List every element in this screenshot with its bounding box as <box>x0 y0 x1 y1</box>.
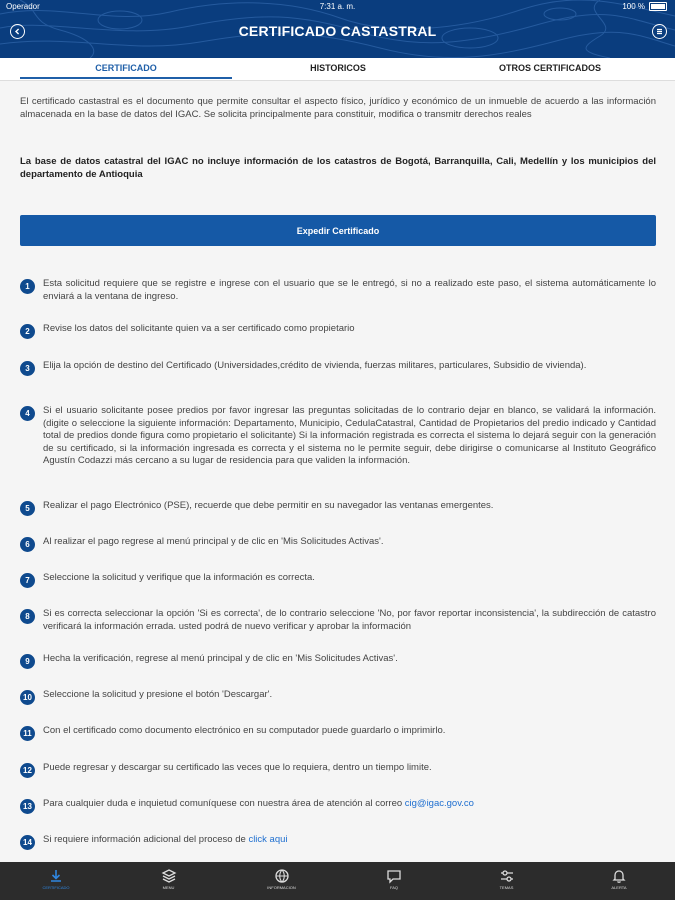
nav-label: FAQ <box>389 885 398 890</box>
step-number-badge: 14 <box>20 835 35 850</box>
chat-icon <box>386 868 402 884</box>
status-bar <box>0 2 675 14</box>
status-time: 7:31 a. m. <box>319 2 356 11</box>
step-number-badge: 6 <box>20 537 35 552</box>
step-text-body: Si requiere información adicional del proceso de <box>43 834 249 845</box>
download-icon <box>48 868 64 884</box>
nav-faq[interactable] <box>338 862 450 900</box>
step-number-badge: 2 <box>20 324 35 339</box>
nav-menu[interactable] <box>112 862 225 900</box>
tab-otros-certificados[interactable]: OTROS CERTIFICADOS <box>498 63 601 73</box>
nav-label: MENU <box>162 885 175 890</box>
nav-label: TEMAS <box>499 885 514 890</box>
step-text-body: Para cualquier duda e inquietud comuníquese con nuestra área de atención al correo <box>43 798 405 809</box>
page-title: CERTIFICADO CASTASTRAL <box>238 23 437 39</box>
nav-label: INFORMACION <box>267 885 296 890</box>
step-number-badge: 4 <box>20 406 35 421</box>
step-text: Al realizar el pago regrese al menú principal y de clic en 'Mis Solicitudes Activas'. <box>43 536 384 547</box>
step-number-badge: 7 <box>20 573 35 588</box>
bottom-navigation <box>0 862 675 900</box>
menu-icon <box>656 28 663 35</box>
step-number-badge: 11 <box>20 726 35 741</box>
step-text: Hecha la verificación, regrese al menú principal y de clic en 'Mis Solicitudes Activas'. <box>43 653 398 664</box>
step-number-badge: 1 <box>20 279 35 294</box>
step-text: Esta solicitud requiere que se registre e ingrese con el usuario que se le entregó, si no a realizado este paso, el sistema automáticamente lo enviará a la ventana de ingreso. <box>43 278 656 302</box>
step-text: Seleccione la solicitud y presione el botón 'Descargar'. <box>43 689 273 700</box>
tab-bar <box>0 58 675 81</box>
step-text <box>43 798 656 811</box>
step-number-badge: 5 <box>20 501 35 516</box>
settings-icon <box>499 868 515 884</box>
battery-status <box>622 2 667 11</box>
step-text: Revise los datos del solicitante quien va a ser certificado como propietario <box>43 323 355 334</box>
nav-temas[interactable] <box>450 862 563 900</box>
nav-label: CERTIFICADO <box>42 885 70 890</box>
step-number-badge: 3 <box>20 361 35 376</box>
coverage-note: La base de datos catastral del IGAC no incluye información de los catastros de Bogotá, Barranquilla, Cali, Medellín y los municipios del departamento de Antioquia <box>20 156 656 180</box>
click-aqui-link[interactable]: click aqui <box>248 834 288 845</box>
step-text: Con el certificado como documento electrónico en su computador puede guardarlo o imprimirlo. <box>43 725 446 736</box>
step-number-badge: 8 <box>20 609 35 624</box>
carrier-label: Operador <box>6 2 40 11</box>
battery-icon <box>649 2 667 11</box>
step-text: Si el usuario solicitante posee predios por favor ingresar las preguntas solicitadas de lo contrario dejar en blanco, se validará la información.(digite o seleccione la siguiente información: Departamento, Municipio, CedulaCatastral, Cantidad de Propietarios del predio indicado y Cantidad total de predios donde figura como propietario el solicitante) Si la información registrada es correcta el sistema lo dejará seguir con la generación de su certificado, si la información ingresada es correcta y el sistema no le permite seguir, debe dirigirse o comunicarse al Instituto Geográfico Agustín Codazzi más cercano a su lugar de residencia para que validen la información. <box>43 405 656 466</box>
step-number-badge: 12 <box>20 763 35 778</box>
expedir-certificado-button[interactable]: Expedir Certificado <box>20 215 656 246</box>
step-text <box>43 834 656 847</box>
step-number-badge: 10 <box>20 690 35 705</box>
nav-certificado[interactable] <box>0 862 112 900</box>
nav-alerta[interactable] <box>563 862 675 900</box>
step-number-badge: 13 <box>20 799 35 814</box>
nav-informacion[interactable] <box>225 862 338 900</box>
bell-icon <box>611 868 627 884</box>
menu-button[interactable] <box>652 24 667 39</box>
layers-icon <box>161 868 177 884</box>
globe-icon <box>274 868 290 884</box>
step-text: Elija la opción de destino del Certificado (Universidades,crédito de vivienda, fuerzas militares, particulares, Subsidio de vivienda). <box>43 360 587 371</box>
step-text: Seleccione la solicitud y verifique que la información es correcta. <box>43 572 315 583</box>
app-header <box>0 0 675 58</box>
intro-paragraph: El certificado castastral es el documento que permite consultar el aspecto físico, jurídico y económico de un inmueble de acuerdo a las información almacenada en la base de datos del IGAC. Se solicita principalmente para constituir, modifica o transmitr derechos reales <box>20 96 656 120</box>
main-content <box>0 80 675 862</box>
step-text: Si es correcta seleccionar la opción 'Si es correcta', de lo contrario seleccione 'No, por favor reportar inconsistencia', la subdirección de catastro verificará la información errada. usted podrá de nuevo verificar y aprobar la información <box>43 608 656 632</box>
tab-certificado[interactable]: CERTIFICADO <box>20 58 232 80</box>
nav-label: ALERTA <box>611 885 627 890</box>
battery-percent: 100 % <box>622 2 645 11</box>
step-number-badge: 9 <box>20 654 35 669</box>
step-text: Realizar el pago Electrónico (PSE), recuerde que debe permitir en su navegador las ventanas emergentes. <box>43 500 494 511</box>
email-link[interactable]: cig@igac.gov.co <box>404 798 474 809</box>
step-text: Puede regresar y descargar su certificado las veces que lo requiera, dentro un tiempo limite. <box>43 762 432 773</box>
tab-historicos[interactable]: HISTORICOS <box>310 63 366 73</box>
